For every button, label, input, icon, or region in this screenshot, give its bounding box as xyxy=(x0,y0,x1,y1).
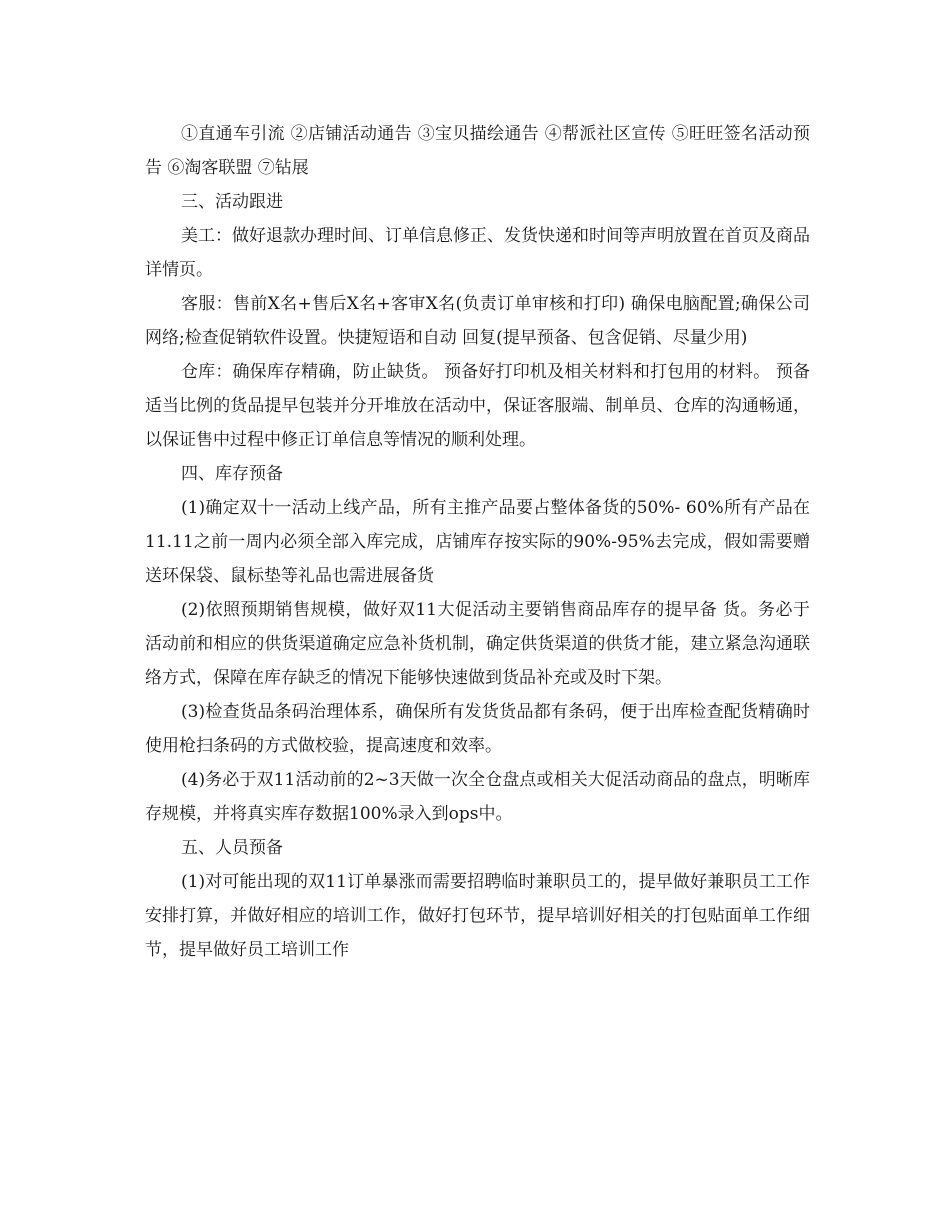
paragraph-art-design: 美工：做好退款办理时间、订单信息修正、发货快递和时间等声明放置在首页及商品详情页。 xyxy=(145,226,810,280)
paragraph-promotion-channels: ①直通车引流 ②店铺活动通告 ③宝贝描绘通告 ④帮派社区宣传 ⑤旺旺签名活动预告 ⑥淘客联盟 ⑦钻展 xyxy=(145,124,810,178)
paragraph-inventory-4: (4)务必于双11活动前的2~3天做一次全仓盘点或相关大促活动商品的盘点，明晰库存规模，并将真实库存数据100%录入到ops中。 xyxy=(145,770,810,824)
paragraph-customer-service: 客服：售前X名+售后X名+客审X名(负责订单审核和打印) 确保电脑配置;确保公司网络;检查促销软件设置。快捷短语和自动 回复(提早预备、包含促销、尽量少用) xyxy=(145,294,810,348)
paragraph-inventory-3: (3)检查货品条码治理体系，确保所有发货货品都有条码，便于出库检查配货精确时使用枪扫条码的方式做校验，提高速度和效率。 xyxy=(145,702,810,756)
section-heading-inventory: 四、库存预备 xyxy=(181,464,283,484)
paragraph-inventory-1: (1)确定双十一活动上线产品，所有主推产品要占整体备货的50%- 60%所有产品在11.11之前一周内必须全部入库完成，店铺库存按实际的90%-95%去完成，假如需要赠送环保袋、鼠标垫等礼品也需进展备货 xyxy=(145,498,810,586)
paragraph-warehouse: 仓库：确保库存精确，防止缺货。 预备好打印机及相关材料和打包用的材料。 预备适当比例的货品提早包装并分开堆放在活动中，保证客服端、制单员、仓库的沟通畅通，以保证售中过程中修正订单信息等情况的顺利处理。 xyxy=(145,362,810,450)
document-body xyxy=(145,117,810,967)
section-heading-activity-followup: 三、活动跟进 xyxy=(181,192,283,212)
paragraph-inventory-2: (2)依照预期销售规模，做好双11大促活动主要销售商品库存的提早备 货。务必于 活动前和相应的供货渠道确定应急补货机制，确定供货渠道的供货才能，建立紧急沟通联络方式，保障在库存缺乏的情况下能够快速做到货品补充或及时下架。 xyxy=(145,600,810,688)
section-heading-staffing: 五、人员预备 xyxy=(181,838,283,858)
paragraph-staffing-1: (1)对可能出现的双11订单暴涨而需要招聘临时兼职员工的，提早做好兼职员工工作安排打算，并做好相应的培训工作，做好打包环节，提早培训好相关的打包贴面单工作细节，提早做好员工培训工作 xyxy=(145,872,810,960)
